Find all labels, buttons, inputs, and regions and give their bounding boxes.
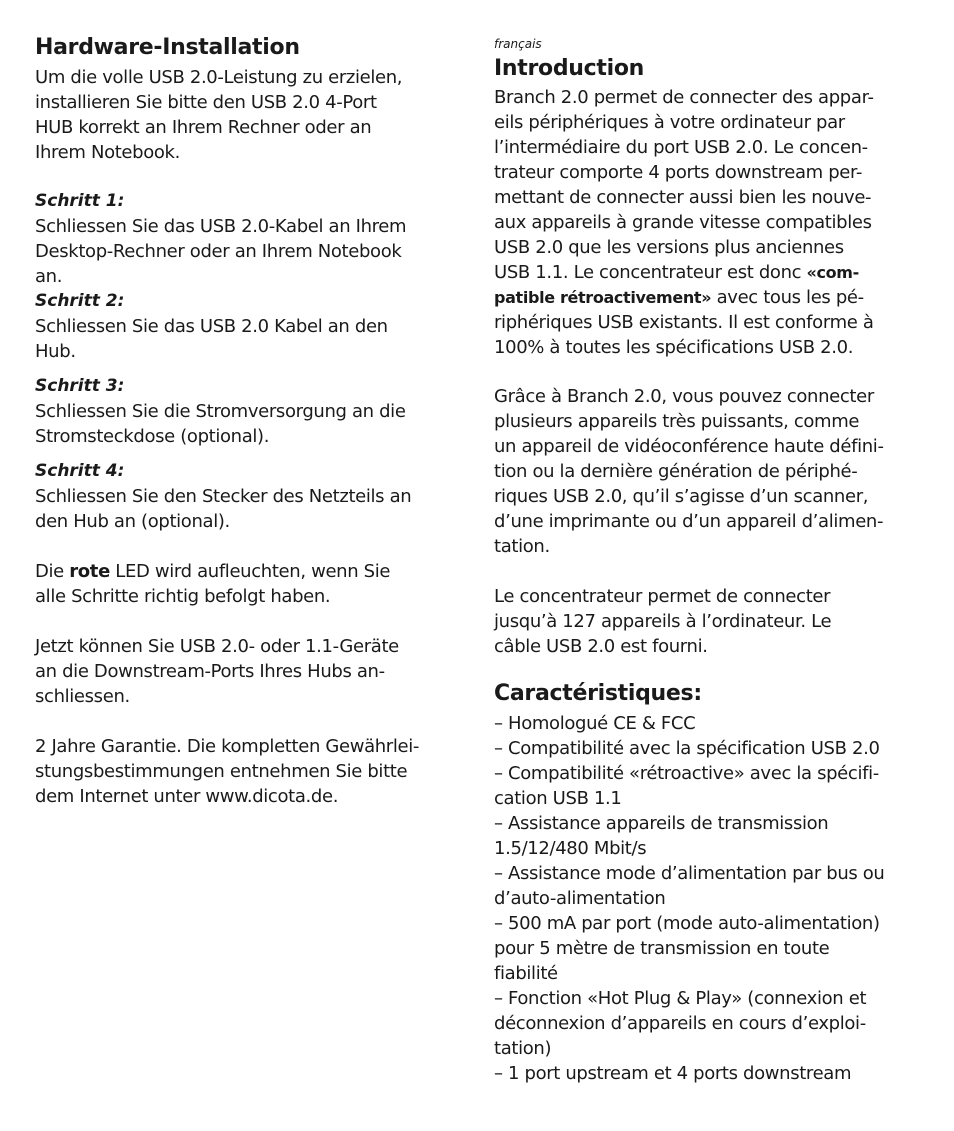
text-line: trateur comporte 4 ports downstream per- [494, 162, 863, 183]
text-line: – Homologué CE & FCC [494, 713, 696, 734]
text-line: USB 2.0 que les versions plus anciennes [494, 237, 844, 258]
text-line: an. [35, 266, 63, 287]
text-line: Grâce à Branch 2.0, vous pouvez connecter [494, 386, 874, 407]
text-line: installieren Sie bitte den USB 2.0 4-Port [35, 92, 377, 113]
step-4 [35, 459, 411, 534]
text-line: câble USB 2.0 est fourni. [494, 636, 708, 657]
text-line: jusqu’à 127 appareils à l’ordinateur. Le [494, 611, 832, 632]
text-line: stungsbestimmungen entnehmen Sie bitte [35, 761, 408, 782]
text-line: den Hub an (optional). [35, 511, 230, 532]
text-line: Desktop-Rechner oder an Ihrem Notebook [35, 241, 402, 262]
intro-paragraph [494, 85, 874, 360]
text-line: schliessen. [35, 686, 130, 707]
text-line: – Assistance appareils de transmission [494, 813, 829, 834]
text-line: Jetzt können Sie USB 2.0- oder 1.1-Geräte [35, 636, 399, 657]
hardware-installation-heading: Hardware-Installation [35, 35, 300, 60]
text-line: – Fonction «Hot Plug & Play» (connexion et [494, 988, 867, 1009]
text-line [494, 260, 874, 285]
devices-paragraph [35, 634, 399, 709]
text-line: dem Internet unter www.dicota.de. [35, 786, 339, 807]
text-line: Ihrem Notebook. [35, 142, 181, 163]
text-line [35, 559, 390, 584]
list-item [494, 736, 885, 761]
text-line: – Compatibilité avec la spécification USB 2.0 [494, 738, 880, 759]
text-line: – 500 mA par port (mode auto-alimentation) [494, 913, 880, 934]
list-item [494, 911, 885, 986]
text-line: Stromsteckdose (optional). [35, 426, 270, 447]
red-emphasis: rote [69, 561, 110, 582]
text-line: riphériques USB existants. Il est conforme à [494, 312, 874, 333]
devices-paragraph [494, 384, 884, 559]
text-line: d’auto-alimentation [494, 888, 666, 909]
bold-run: patible rétroactivement» [494, 288, 712, 307]
text-run: avec tous les pé- [711, 287, 864, 308]
text-line: Branch 2.0 permet de connecter des appar- [494, 87, 874, 108]
list-item [494, 861, 885, 911]
introduction-heading: Introduction [494, 56, 645, 81]
text-line: cation USB 1.1 [494, 788, 622, 809]
text-line: 2 Jahre Garantie. Die kompletten Gewährlei- [35, 736, 420, 757]
text-line: Schliessen Sie das USB 2.0 Kabel an den [35, 316, 388, 337]
list-item [494, 1061, 885, 1086]
text-line: déconnexion d’appareils en cours d’exploi- [494, 1013, 866, 1034]
text-line: un appareil de vidéoconférence haute défini- [494, 436, 884, 457]
text-line: 1.5/12/480 Mbit/s [494, 838, 647, 859]
text-line: Schliessen Sie den Stecker des Netzteils an [35, 486, 412, 507]
text-run: LED wird aufleuchten, wenn Sie [109, 561, 391, 582]
text-line: tion ou la dernière génération de périphé- [494, 461, 858, 482]
warranty-paragraph [35, 734, 419, 809]
text-line: mettant de connecter aussi bien les nouve- [494, 187, 872, 208]
step-1 [35, 189, 406, 289]
text-line: – Compatibilité «rétroactive» avec la spécifi- [494, 763, 879, 784]
list-item [494, 711, 885, 736]
text-line: Schliessen Sie die Stromversorgung an die [35, 401, 406, 422]
text-line [494, 285, 874, 310]
text-line: eils périphériques à votre ordinateur par [494, 112, 845, 133]
text-line: riques USB 2.0, qu’il s’agisse d’un scanner, [494, 486, 869, 507]
text-line: Hub. [35, 341, 76, 362]
list-item [494, 811, 885, 861]
text-line: – 1 port upstream et 4 ports downstream [494, 1063, 852, 1084]
step-3 [35, 374, 406, 449]
list-item [494, 986, 885, 1061]
text-line: – Assistance mode d’alimentation par bus ou [494, 863, 885, 884]
step-label: Schritt 2: [35, 291, 125, 311]
list-item [494, 761, 885, 811]
step-label: Schritt 3: [35, 376, 125, 396]
text-line: fiabilité [494, 963, 558, 984]
text-line: l’intermédiaire du port USB 2.0. Le concen- [494, 137, 868, 158]
text-line: aux appareils à grande vitesse compatibles [494, 212, 872, 233]
text-line: tation. [494, 536, 550, 557]
text-line: Schliessen Sie das USB 2.0-Kabel an Ihrem [35, 216, 407, 237]
step-label: Schritt 4: [35, 461, 125, 481]
text-run: Die [35, 561, 70, 582]
text-line: HUB korrekt an Ihrem Rechner oder an [35, 117, 372, 138]
intro-paragraph [35, 65, 402, 165]
text-line: 100% à toutes les spécifications USB 2.0. [494, 337, 854, 358]
text-line: alle Schritte richtig befolgt haben. [35, 586, 331, 607]
text-line: pour 5 mètre de transmission en toute [494, 938, 830, 959]
step-label: Schritt 1: [35, 191, 125, 211]
text-line: plusieurs appareils très puissants, comme [494, 411, 860, 432]
led-paragraph [35, 559, 390, 609]
text-line: Um die volle USB 2.0-Leistung zu erzielen, [35, 67, 403, 88]
text-line: an die Downstream-Ports Ihres Hubs an- [35, 661, 385, 682]
text-line: tation) [494, 1038, 552, 1059]
capacity-paragraph [494, 584, 831, 659]
bold-run: «com- [806, 263, 859, 282]
language-label: français [494, 37, 542, 51]
text-line: Le concentrateur permet de connecter [494, 586, 831, 607]
step-2 [35, 289, 388, 364]
text-line: d’une imprimante ou d’un appareil d’alimen- [494, 511, 884, 532]
text-run: USB 1.1. Le concentrateur est donc [494, 262, 807, 283]
features-list [494, 711, 885, 1086]
features-heading: Caractéristiques: [494, 681, 702, 706]
